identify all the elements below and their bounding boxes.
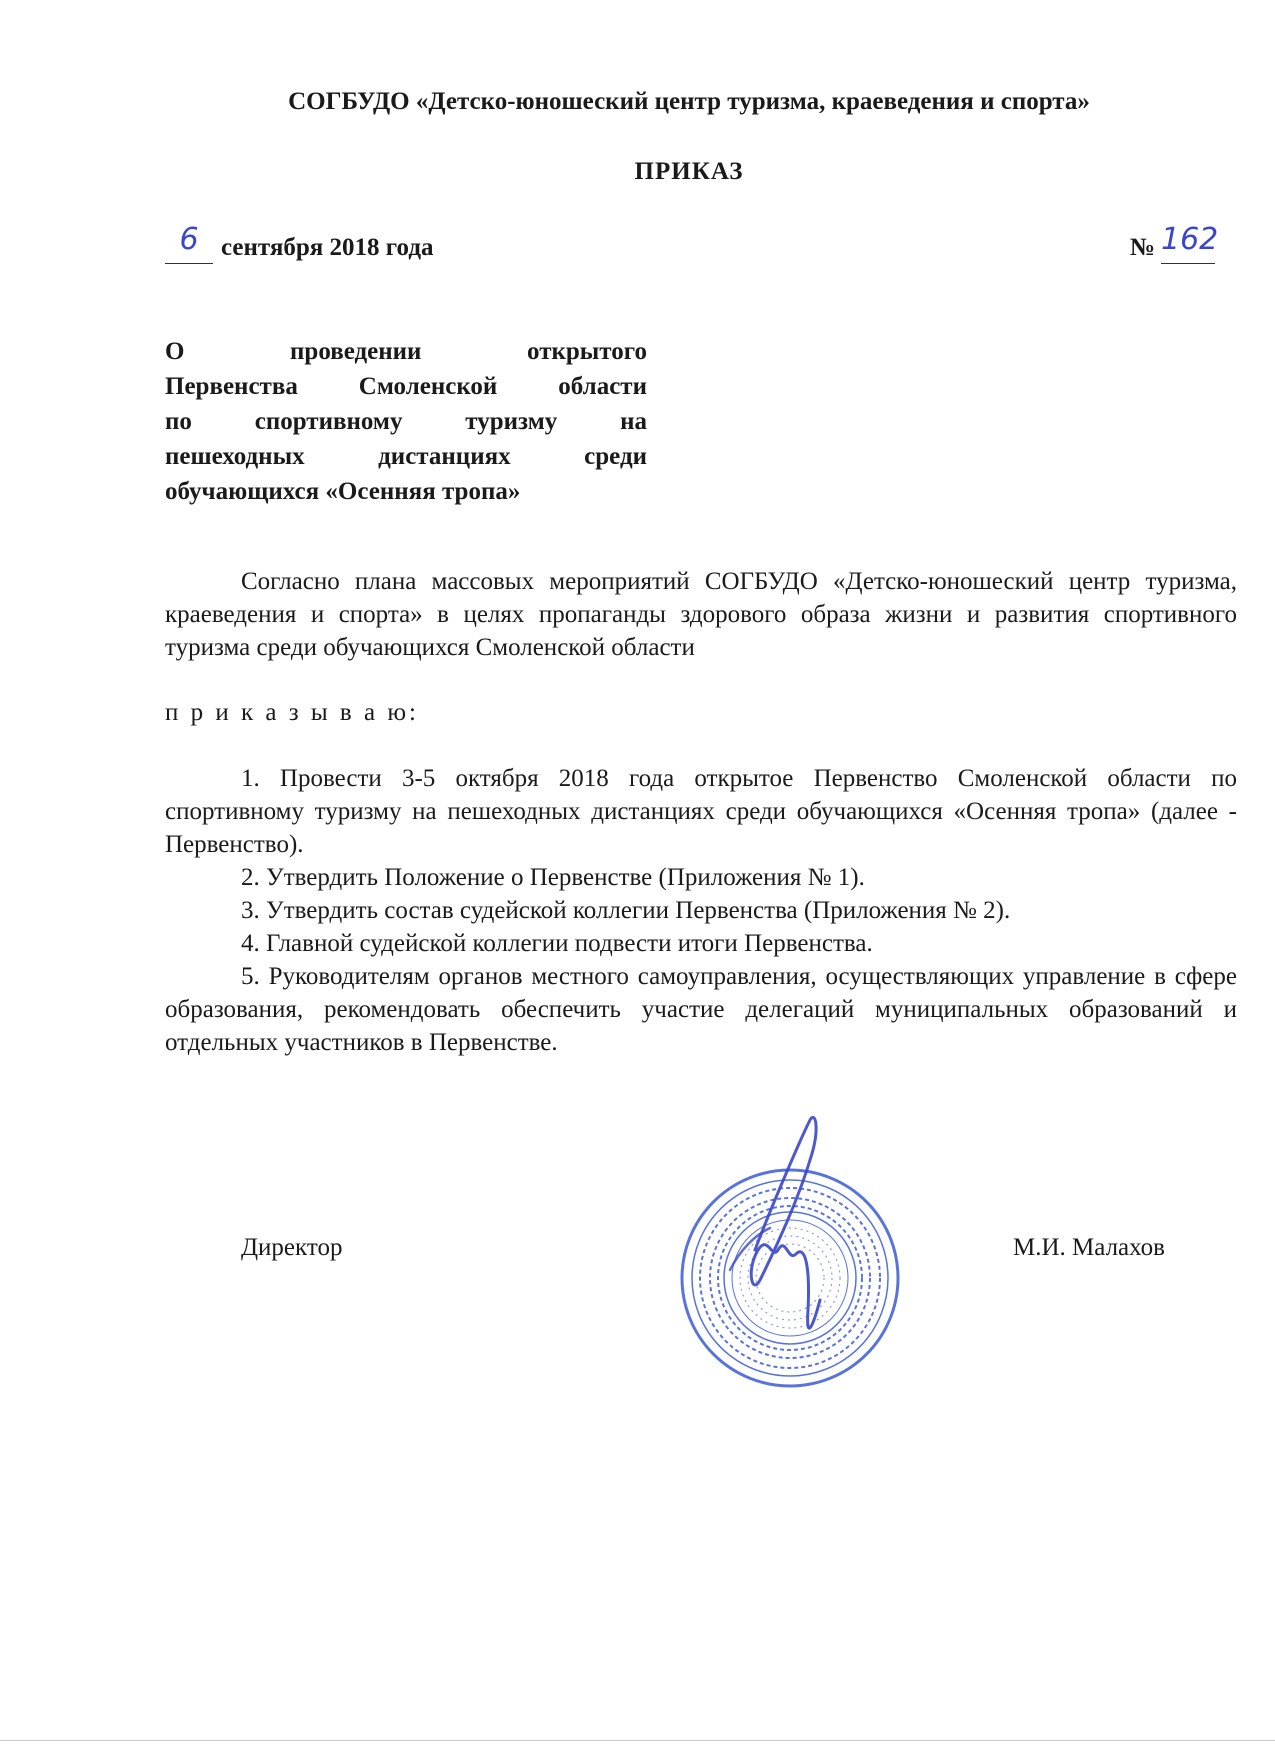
subject-line: пешеходных дистанциях среди bbox=[165, 443, 647, 470]
order-item: 5. Руководителям органов местного самоуправления, осуществляющих управление в сфере образования, рекомендовать обеспечить участие делегаций муниципальных образований и отдельных участников в Первенстве. bbox=[165, 963, 1237, 1056]
order-word: п р и к а з ы в а ю: bbox=[165, 699, 419, 726]
subject-line: обучающихся «Осенняя тропа» bbox=[165, 478, 521, 505]
order-item: 2. Утвердить Положение о Первенстве (Приложения № 1). bbox=[241, 864, 865, 891]
number-blank bbox=[1161, 222, 1219, 264]
order-subject bbox=[165, 334, 647, 509]
handwritten-day: 6 bbox=[179, 222, 199, 257]
subject-line: по спортивному туризму на bbox=[165, 408, 647, 435]
round-seal-icon bbox=[660, 1100, 920, 1400]
subject-line: О проведении открытого bbox=[165, 338, 647, 365]
date-text: сентября 2018 года bbox=[221, 234, 434, 261]
signer-position: Директор bbox=[241, 1234, 343, 1261]
preamble-paragraph: Согласно плана массовых мероприятий СОГБУДО «Детско-юношеский центр туризма, краеведения и спорта» в целях пропаганды здорового образа жизни и развития спортивного туризма среди обучающихся Смоленской области bbox=[165, 568, 1237, 661]
order-items bbox=[165, 762, 1237, 1059]
subject-line: Первенства Смоленской области bbox=[165, 373, 647, 400]
order-number bbox=[1129, 222, 1219, 264]
handwritten-number: 162 bbox=[1161, 222, 1219, 257]
organization-name: СОГБУДО «Детско-юношеский центр туризма, краеведения и спорта» bbox=[288, 88, 1090, 115]
order-date bbox=[165, 222, 434, 264]
date-number-row bbox=[165, 222, 1219, 268]
number-label: № bbox=[1129, 234, 1155, 261]
seal-and-signature bbox=[660, 1100, 920, 1400]
order-item: 1. Провести 3-5 октября 2018 года открытое Первенство Смоленской области по спортивному туризму на пешеходных дистанциях среди обучающихся «Осенняя тропа» (далее - Первенство). bbox=[165, 765, 1237, 858]
order-item: 3. Утвердить состав судейской коллегии Первенства (Приложения № 2). bbox=[241, 897, 1011, 924]
day-blank bbox=[165, 222, 213, 264]
order-item: 4. Главной судейской коллегии подвести итоги Первенства. bbox=[241, 930, 873, 957]
scan-edge-line bbox=[0, 1740, 1275, 1741]
signer-name: М.И. Малахов bbox=[1012, 1234, 1165, 1261]
document-title: ПРИКАЗ bbox=[634, 158, 744, 185]
